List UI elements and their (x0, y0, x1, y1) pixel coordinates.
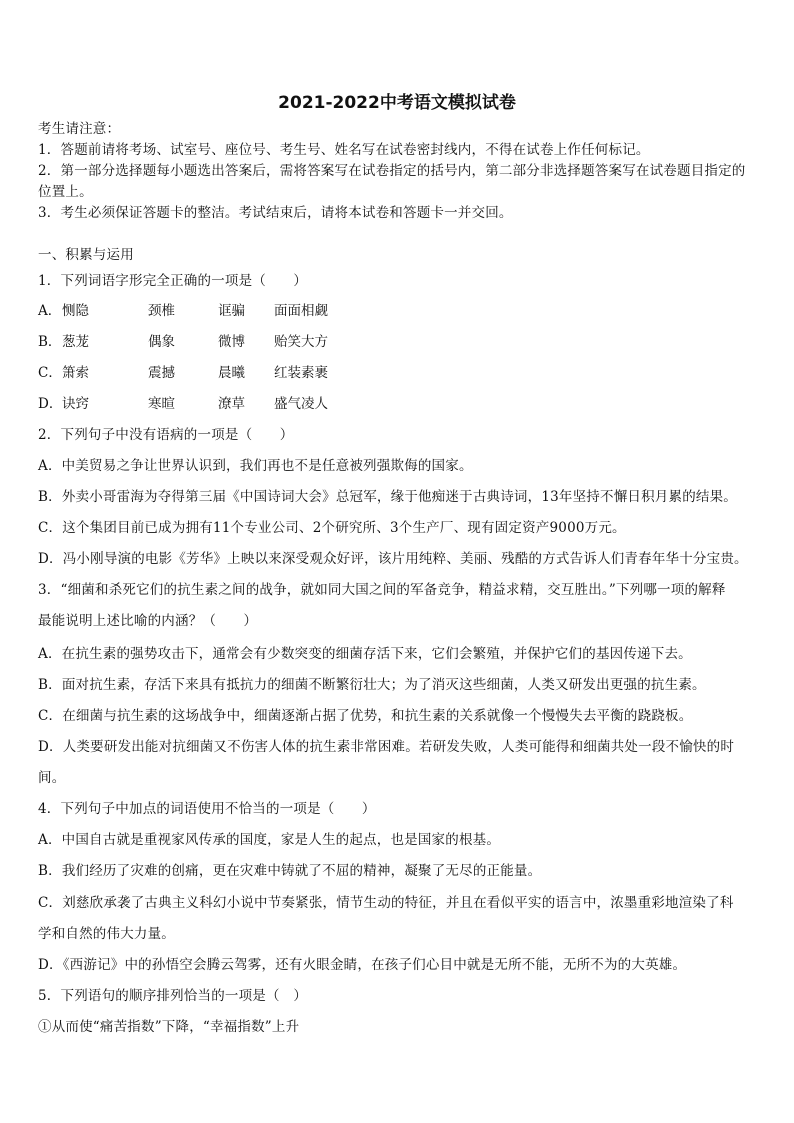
question-3-option-b: B．面对抗生素，存活下来具有抵抗力的细菌不断繁衍壮大；为了消灭这些细菌，人类又研发出更强的抗生素。 (38, 677, 706, 693)
notice-item: 2．第一部分选择题每小题选出答案后，需将答案写在试卷指定的括号内，第二部分非选择题答案写在试卷题目指定的 (38, 163, 746, 179)
option-word: 晨曦 (218, 365, 245, 381)
question-1-stem: 1．下列词语字形完全正确的一项是（ ） (38, 273, 308, 289)
question-4-option-b: B．我们经历了灾难的创痛，更在灾难中铸就了不屈的精神，凝聚了无尽的正能量。 (38, 863, 542, 879)
question-1-option-b (38, 333, 328, 351)
option-word: 诀窍 (62, 396, 89, 412)
question-3-stem-cont: 最能说明上述比喻的内涵？（ ） (38, 613, 258, 629)
question-4-option-d: D．《西游记》中的孙悟空会腾云驾雾，还有火眼金睛，在孩子们心目中就是无所不能，无所不为的大英雄。 (38, 957, 687, 973)
question-5-stem: 5．下列语句的顺序排列恰当的一项是（ ） (38, 988, 308, 1004)
question-1-option-c (38, 364, 328, 382)
option-word: 诓骗 (218, 303, 245, 319)
section-heading: 一、积累与运用 (38, 247, 134, 263)
notice-item: 位置上。 (38, 184, 93, 200)
option-word: 潦草 (218, 396, 245, 412)
question-3-option-d: D．人类要研发出能对抗细菌又不伤害人体的抗生素非常困难。若研发失败，人类可能得和细菌共处一段不愉快的时 (38, 739, 735, 755)
page-title: 2021-2022中考语文模拟试卷 (278, 93, 516, 113)
question-2-option-c: C．这个集团目前已成为拥有11个专业公司、2个研究所、3个生产厂、现有固定资产9000万元。 (38, 520, 626, 536)
option-word: 红装素裹 (274, 365, 328, 381)
option-word: 颈椎 (148, 303, 175, 319)
question-2-option-b: B．外卖小哥雷海为夺得第三届《中国诗词大会》总冠军，缘于他痴迷于古典诗词，13年坚持不懈日积月累的结果。 (38, 489, 737, 505)
question-3-option-d-cont: 间。 (38, 770, 66, 786)
option-word: 面面相觑 (274, 303, 328, 319)
option-word: 寒暄 (148, 396, 175, 412)
question-1-option-a (38, 302, 328, 320)
question-4-option-c-cont: 学和自然的伟大力量。 (38, 926, 175, 942)
question-4-option-a: A．中国自古就是重视家风传承的国度，家是人生的起点，也是国家的根基。 (38, 832, 501, 848)
question-4-stem: 4．下列句子中加点的词语使用不恰当的一项是（ ） (38, 801, 376, 817)
question-2-option-d: D．冯小刚导演的电影《芳华》上映以来深受观众好评，该片用纯粹、美丽、残酷的方式告诉人们青春年华十分宝贵。 (38, 551, 748, 567)
question-3-stem: 3．“细菌和杀死它们的抗生素之间的战争，就如同大国之间的军备竞争，精益求精，交互胜出。”下列哪一项的解释 (38, 582, 726, 598)
option-label: D． (38, 396, 63, 412)
option-word: 箫索 (62, 365, 89, 381)
question-5-item: ①从而使“痛苦指数”下降，“幸福指数”上升 (38, 1019, 300, 1035)
option-word: 葱茏 (62, 334, 89, 350)
option-label: A． (38, 303, 62, 319)
option-word: 微博 (218, 334, 245, 350)
question-3-option-c: C．在细菌与抗生素的这场战争中，细菌逐渐占据了优势，和抗生素的关系就像一个慢慢失去平衡的跷跷板。 (38, 708, 693, 724)
question-2-stem: 2．下列句子中没有语病的一项是（ ） (38, 427, 294, 443)
option-label: C． (38, 365, 62, 381)
option-word: 偶象 (148, 334, 175, 350)
option-word: 贻笑大方 (274, 334, 328, 350)
notice-heading: 考生请注意： (38, 121, 121, 137)
option-word: 恻隐 (62, 303, 89, 319)
question-3-option-a: A．在抗生素的强势攻击下，通常会有少数突变的细菌存活下来，它们会繁殖，并保护它们的基因传递下去。 (38, 646, 692, 662)
question-1-option-d (38, 395, 328, 413)
option-word: 震撼 (148, 365, 175, 381)
notice-item: 3．考生必须保证答题卡的整洁。考试结束后，请将本试卷和答题卡一并交回。 (38, 205, 513, 221)
notice-item: 1．答题前请将考场、试室号、座位号、考生号、姓名写在试卷密封线内，不得在试卷上作任何标记。 (38, 142, 650, 158)
question-4-option-c: C．刘慈欣承袭了古典主义科幻小说中节奏紧张，情节生动的特征，并且在看似平实的语言中，浓墨重彩地渲染了科 (38, 895, 734, 911)
question-2-option-a: A．中美贸易之争让世界认识到，我们再也不是任意被列强欺侮的国家。 (38, 458, 473, 474)
option-word: 盛气凌人 (274, 396, 328, 412)
option-label: B． (38, 334, 62, 350)
